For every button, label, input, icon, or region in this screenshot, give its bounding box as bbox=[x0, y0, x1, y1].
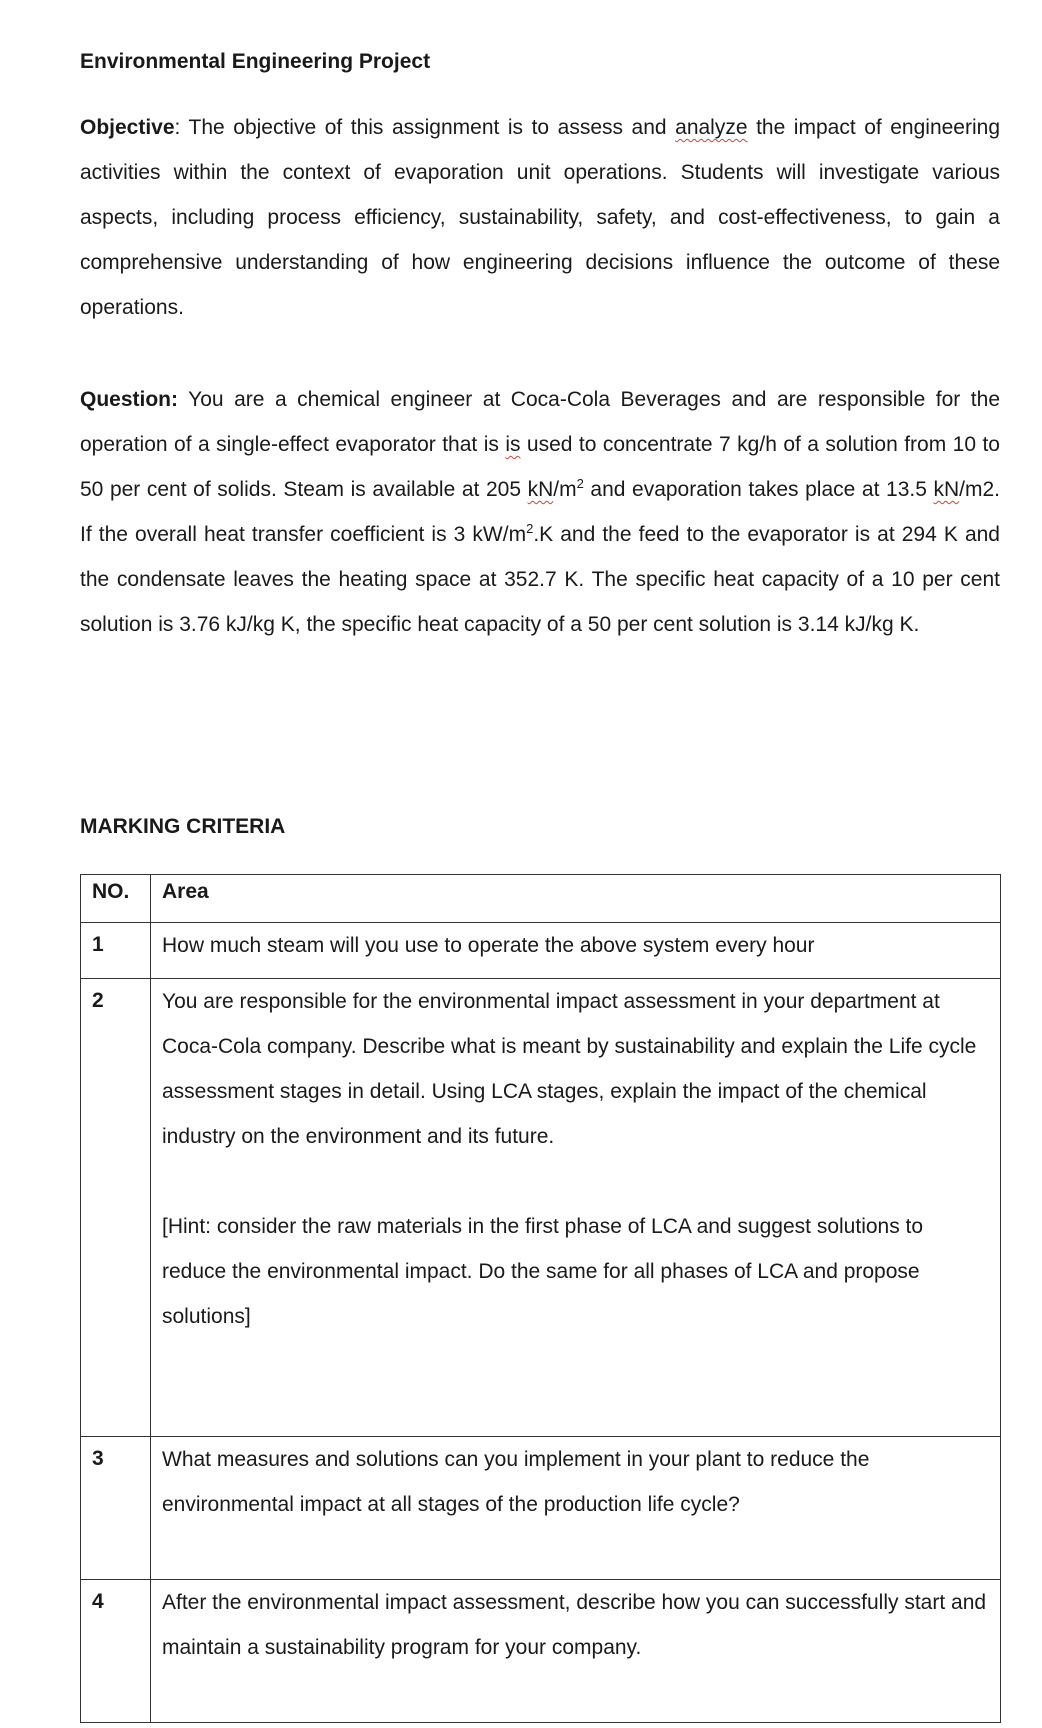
objective-label: Objective bbox=[80, 116, 175, 139]
question-text: You are a chemical engineer at Coca-Cola Beverages and are responsible for the operation of a single-effect evaporator that is bbox=[80, 388, 1000, 456]
row-number: 4 bbox=[81, 1580, 151, 1723]
marking-criteria-table bbox=[80, 874, 1001, 1723]
question-text: /m bbox=[553, 478, 577, 501]
marking-criteria-title: MARKING CRITERIA bbox=[80, 815, 286, 838]
row-area-cell bbox=[151, 979, 1001, 1437]
table-row bbox=[81, 923, 1001, 979]
objective-paragraph bbox=[80, 105, 1000, 330]
row-number: 2 bbox=[81, 979, 151, 1437]
spellcheck-flagged-word[interactable]: kN bbox=[527, 478, 554, 501]
spellcheck-flagged-word[interactable]: kN bbox=[933, 478, 960, 501]
objective-text-before: : The objective of this assignment is to assess and bbox=[174, 116, 676, 139]
question-text: used to concentrate 7 kg/h of a solution from 10 to 50 per cent of solids. Steam is available at 205 bbox=[80, 433, 1000, 501]
table-header-row bbox=[81, 875, 1001, 923]
header-area: Area bbox=[151, 875, 1001, 923]
document-title: Environmental Engineering Project bbox=[80, 50, 431, 73]
row-number: 3 bbox=[81, 1437, 151, 1580]
objective-text-after: the impact of engineering activities within the context of evaporation unit operations. Students will investigate various aspects, including process efficiency, sustainability, safety, and cost-effectiveness, to gain a comprehensive understanding of how engineering decisions influence the outcome of these operations. bbox=[80, 116, 1001, 319]
row-area-text: You are responsible for the environmental impact assessment in your department at Coca-Cola company. Describe what is meant by sustainability and explain the Life cycle assessment stages in detail. Using LCA stages, explain the impact of the chemical industry on the environment and its future. bbox=[162, 990, 977, 1148]
superscript: 2 bbox=[576, 476, 584, 491]
row-hint-text: [Hint: consider the raw materials in the first phase of LCA and suggest solutions to reduce the environmental impact. Do the same for all phases of LCA and propose solutions] bbox=[162, 1215, 924, 1328]
question-label: Question: bbox=[80, 388, 178, 411]
row-area-text: How much steam will you use to operate the above system every hour bbox=[151, 923, 1001, 979]
spellcheck-flagged-word[interactable]: is bbox=[505, 433, 521, 456]
question-text: and evaporation takes place at 13.5 bbox=[583, 478, 934, 501]
table-row bbox=[81, 979, 1001, 1437]
question-text: .K and the feed to the evaporator is at 294 K and the condensate leaves the heating space at 352.7 K. The specific heat capacity of a 10 per cent solution is 3.76 kJ/kg K, the specific heat capacity of a 50 per cent solution is 3.14 kJ/kg K. bbox=[80, 523, 1000, 636]
question-text: /m2. If the overall heat transfer coefficient is 3 kW/m bbox=[80, 478, 1000, 546]
superscript: 2 bbox=[526, 521, 534, 536]
row-area-text: After the environmental impact assessment, describe how you can successfully start and maintain a sustainability program for your company. bbox=[151, 1580, 1001, 1723]
row-area-text: What measures and solutions can you implement in your plant to reduce the environmental impact at all stages of the production life cycle? bbox=[151, 1437, 1001, 1580]
spellcheck-flagged-word[interactable]: analyze bbox=[675, 116, 748, 139]
table-row bbox=[81, 1580, 1001, 1723]
table-row bbox=[81, 1437, 1001, 1580]
header-no: NO. bbox=[81, 875, 151, 923]
question-paragraph bbox=[80, 377, 1000, 647]
row-number: 1 bbox=[81, 923, 151, 979]
